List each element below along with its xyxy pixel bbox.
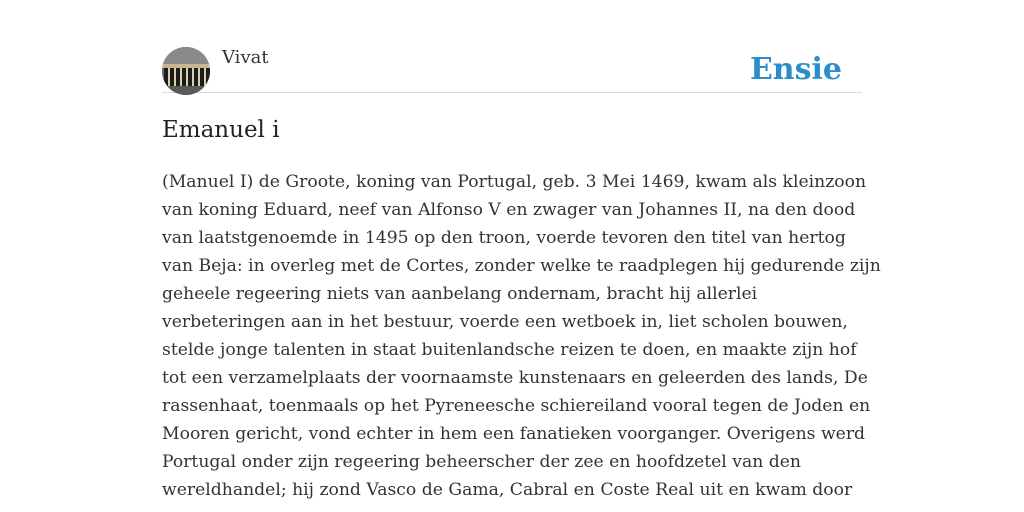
body-line: rassenhaat, toenmaals op het Pyreneesche schiereiland vooral tegen de Joden en [162,396,871,416]
brand-logo[interactable]: Ensie [749,52,842,87]
article-body [162,168,881,504]
body-line: Mooren gericht, vond echter in hem een fanatieken voorganger. Overigens werd [162,424,866,444]
body-line: (Manuel I) de Groote, koning van Portugal, geb. 3 Mei 1469, kwam als kleinzoon [162,172,867,192]
header [162,46,862,93]
body-line: van laatstgenoemde in 1495 op den troon, voerde tevoren den titel van hertog [162,228,846,248]
body-line: verbeteringen aan in het bestuur, voerde een wetboek in, liet scholen bouwen, [162,312,848,332]
source-name[interactable]: Vivat [222,47,269,68]
article-title: Emanuel i [162,117,280,143]
body-line: geheele regeering niets van aanbelang ondernam, bracht hij allerlei [162,284,758,304]
book-spines-icon [162,47,210,95]
body-line: stelde jonge talenten in staat buitenlandsche reizen te doen, en maakte zijn hof [162,340,857,360]
avatar[interactable] [162,47,210,95]
body-line: Portugal onder zijn regeering beheerscher der zee en hoofdzetel van den [162,452,802,472]
body-line: tot een verzamelplaats der voornaamste kunstenaars en geleerden des lands, De [162,368,868,388]
body-line: wereldhandel; hij zond Vasco de Gama, Cabral en Coste Real uit en kwam door [162,480,853,500]
body-line: van Beja: in overleg met de Cortes, zonder welke te raadplegen hij gedurende zijn [162,256,881,276]
body-line: van koning Eduard, neef van Alfonso V en zwager van Johannes II, na den dood [162,200,856,220]
